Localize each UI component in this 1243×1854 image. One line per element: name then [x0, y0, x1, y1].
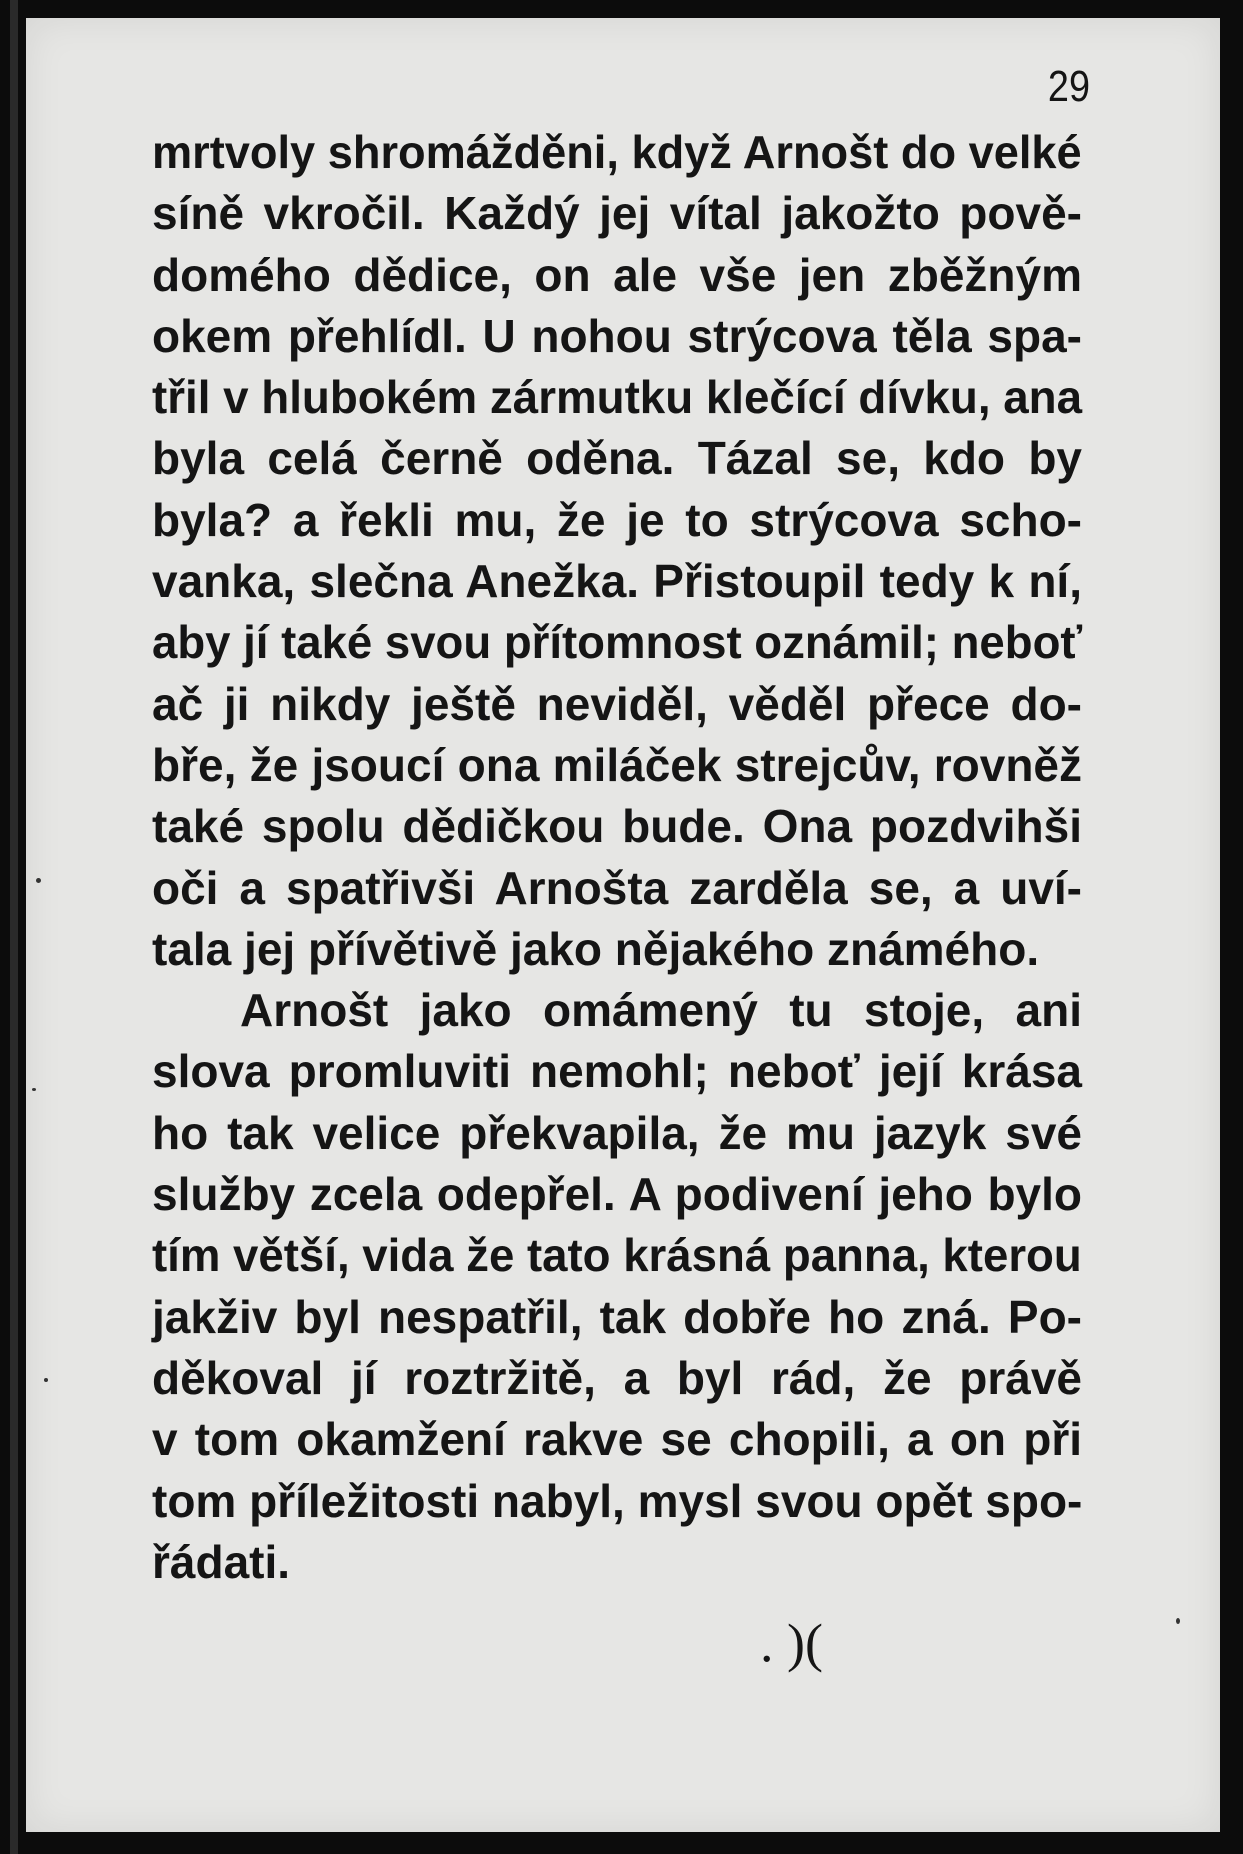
text-line: oči a spatřivši Arnošta zarděla se, a uví- — [152, 861, 1082, 914]
text-line: řádati. — [152, 1535, 291, 1588]
text-line: vanka, slečna Anežka. Přistoupil tedy k ní, — [152, 555, 1082, 608]
closing-ornament: . )( — [760, 1613, 823, 1673]
text-line: jakživ byl nespatřil, tak dobře ho zná. Po- — [152, 1290, 1082, 1343]
text-line: okem přehlídl. U nohou strýcova těla spa- — [152, 309, 1082, 362]
text-line: ho tak velice překvapila, že mu jazyk své — [152, 1106, 1082, 1159]
paragraph-1 — [152, 122, 1082, 980]
text-line: třil v hlubokém zármutku klečící dívku, ana — [152, 371, 1083, 424]
text-line: domého dědice, on ale vše jen zběžným — [152, 248, 1082, 301]
text-line: aby jí také svou přítomnost oznámil; neboť — [152, 616, 1083, 669]
text-line: bře, že jsoucí ona miláček strejcův, rovněž — [152, 738, 1082, 791]
text-line: děkoval jí roztržitě, a byl rád, že právě — [152, 1351, 1082, 1404]
text-line: síně vkročil. Každý jej vítal jakožto pově- — [152, 187, 1082, 240]
text-line: slova promluviti nemohl; neboť její krása — [152, 1045, 1082, 1098]
text-line: byla? a řekli mu, že je to strýcova scho- — [152, 493, 1082, 546]
text-line: tím větší, vida že tato krásná panna, kterou — [152, 1229, 1082, 1282]
paragraph-2 — [152, 980, 1082, 1593]
speck — [1176, 1618, 1180, 1624]
text-line: tala jej přívětivě jako nějakého známého. — [152, 922, 1040, 975]
text-line: Arnošt jako omámený tu stoje, ani — [240, 984, 1082, 1037]
text-line: služby zcela odepřel. A podivení jeho bylo — [152, 1168, 1082, 1221]
page-number: 29 — [1047, 62, 1090, 111]
book-spine-edge — [10, 0, 18, 1854]
speck — [32, 1088, 36, 1091]
speck — [44, 1378, 48, 1382]
body-text — [152, 122, 1082, 1593]
text-line: tom příležitosti nabyl, mysl svou opět spo- — [152, 1474, 1083, 1527]
text-line: mrtvoly shromážděni, když Arnošt do velké — [152, 126, 1082, 178]
text-line: v tom okamžení rakve se chopili, a on při — [152, 1413, 1082, 1466]
text-line: také spolu dědičkou bude. Ona pozdvihši — [152, 800, 1082, 853]
text-line: byla celá černě oděna. Tázal se, kdo by — [152, 432, 1082, 485]
text-line: ač ji nikdy ještě neviděl, věděl přece do- — [152, 677, 1082, 730]
speck — [36, 878, 41, 883]
